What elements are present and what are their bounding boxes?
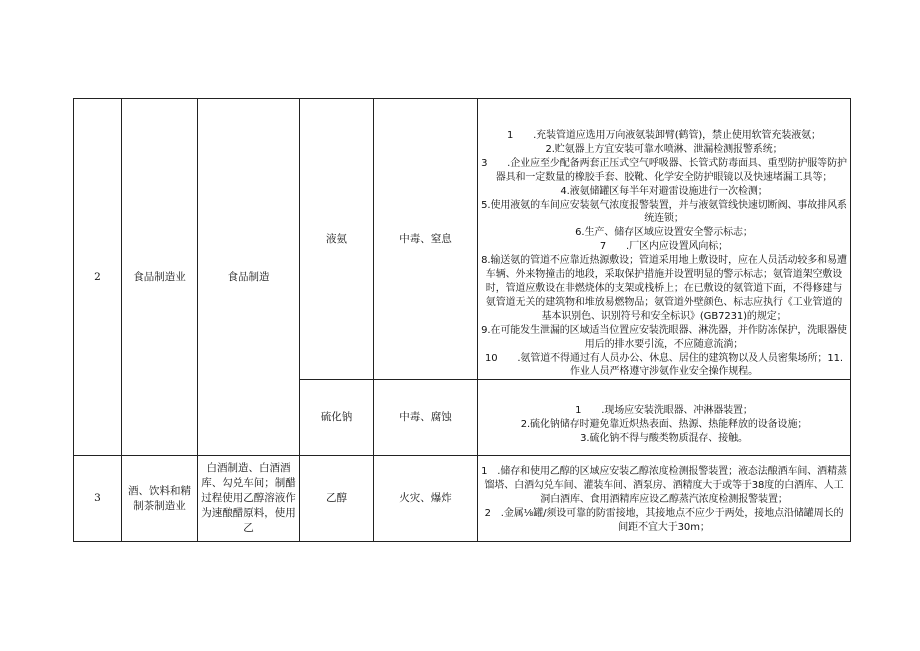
hazard-cell: 火灾、爆炸 [374, 456, 478, 542]
table-row [74, 99, 851, 380]
hazard-cell: 中毒、腐蚀 [374, 380, 478, 456]
row-number: 2 [74, 99, 122, 456]
requirements-cell [478, 456, 851, 542]
requirement-item: 9.在可能发生泄漏的区域适当位置应安装洗眼器、淋洗器，并作防冻保护，洗眼器使用后的排水要引流，不应随意流淌； [481, 324, 847, 350]
regulation-table [73, 98, 851, 542]
substance-cell: 乙醇 [300, 456, 374, 542]
requirement-item: 3 .企业应至少配备两套正压式空气呼吸器、长管式防毒面具、重型防护服等防护器具和一定数量的橡胶手套、胶靴、化学安全防护眼镜以及快速堵漏工具等； [481, 157, 847, 183]
row-number: 3 [74, 456, 122, 542]
requirement-item: 2.硫化钠储存时避免靠近炽热表面、热源、热能释放的设备设施； [520, 418, 808, 430]
requirement-item: 1 .充装管道应选用万向液氨装卸臂(鹤管)，禁止使用软管充装液氨； [507, 130, 821, 141]
requirement-item: 7 .厂区内应设置风向标； [599, 241, 729, 253]
requirement-item: 2 .金属⅛罐/须设可靠的防雷接地，其接地点不应少于两处，接地点沿储罐周长的间距不宜大于30m； [484, 507, 844, 533]
substance-cell: 液氨 [300, 99, 374, 380]
table-row [74, 456, 851, 542]
subindustry-cell: 食品制造 [198, 99, 300, 456]
requirement-item: 1 .储存和使用乙醇的区域应安装乙醇浓度检测报警装置；液态法酿酒车间、酒精蒸馏塔、白酒勾兑车间、灌装车间、酒泵房、酒精度大于或等于38度的白酒库、人工洞白酒库、食用酒精库应设乙醇蒸汽浓度检测报警装置； [481, 466, 847, 505]
substance-cell: 硫化钠 [300, 380, 374, 456]
subindustry-cell: 白酒制造、白酒酒库、勾兑车间；制醋过程使用乙醇溶液作为速酿醋原料，使用乙 [198, 456, 300, 542]
requirement-item: 5.使用液氨的车间应安装氨气浓度报警装置，并与液氨管线快速切断阀、事故排风系统连锁； [481, 199, 847, 225]
hazard-cell: 中毒、窒息 [374, 99, 478, 380]
requirements-cell [478, 380, 851, 456]
requirement-item: 1 .现场应安装洗眼器、冲淋器装置； [575, 404, 753, 416]
requirement-item: 10 .氨管道不得通过有人员办公、休息、居住的建筑物以及人员密集场所；11.作业人员严格遵守涉氨作业安全操作规程。 [485, 352, 843, 378]
industry-cell: 酒、饮料和精制茶制造业 [122, 456, 198, 542]
requirement-item: 2.贮氨器上方宜安装可靠水喷淋、泄漏检测报警系统； [545, 143, 783, 155]
requirement-item: 3.硫化钠不得与酸类物质混存、接触。 [580, 432, 748, 444]
requirement-item: 4.液氨储罐区每半年对避雷设施进行一次检测； [560, 185, 768, 197]
requirement-item: 8.输送氨的管道不应靠近热源敷设；管道采用地上敷设时，应在人员活动较多和易遭车辆、外来物撞击的地段，采取保护措施并设置明显的警示标志；氨管道架空敷设时，管道应敷设在非燃烧体的支架或栈桥上；在已敷设的氨管道下面，不得修建与氨管道无关的建筑物和堆放易燃物品；氨管道外壁颜色、标志应执行《工业管道的基本识别色、识别符号和安全标识》(GB7231)的规定； [481, 255, 847, 322]
requirements-cell [478, 99, 851, 380]
requirement-item: 6.生产、储存区域应设置安全警示标志； [575, 227, 753, 239]
industry-cell: 食品制造业 [122, 99, 198, 456]
